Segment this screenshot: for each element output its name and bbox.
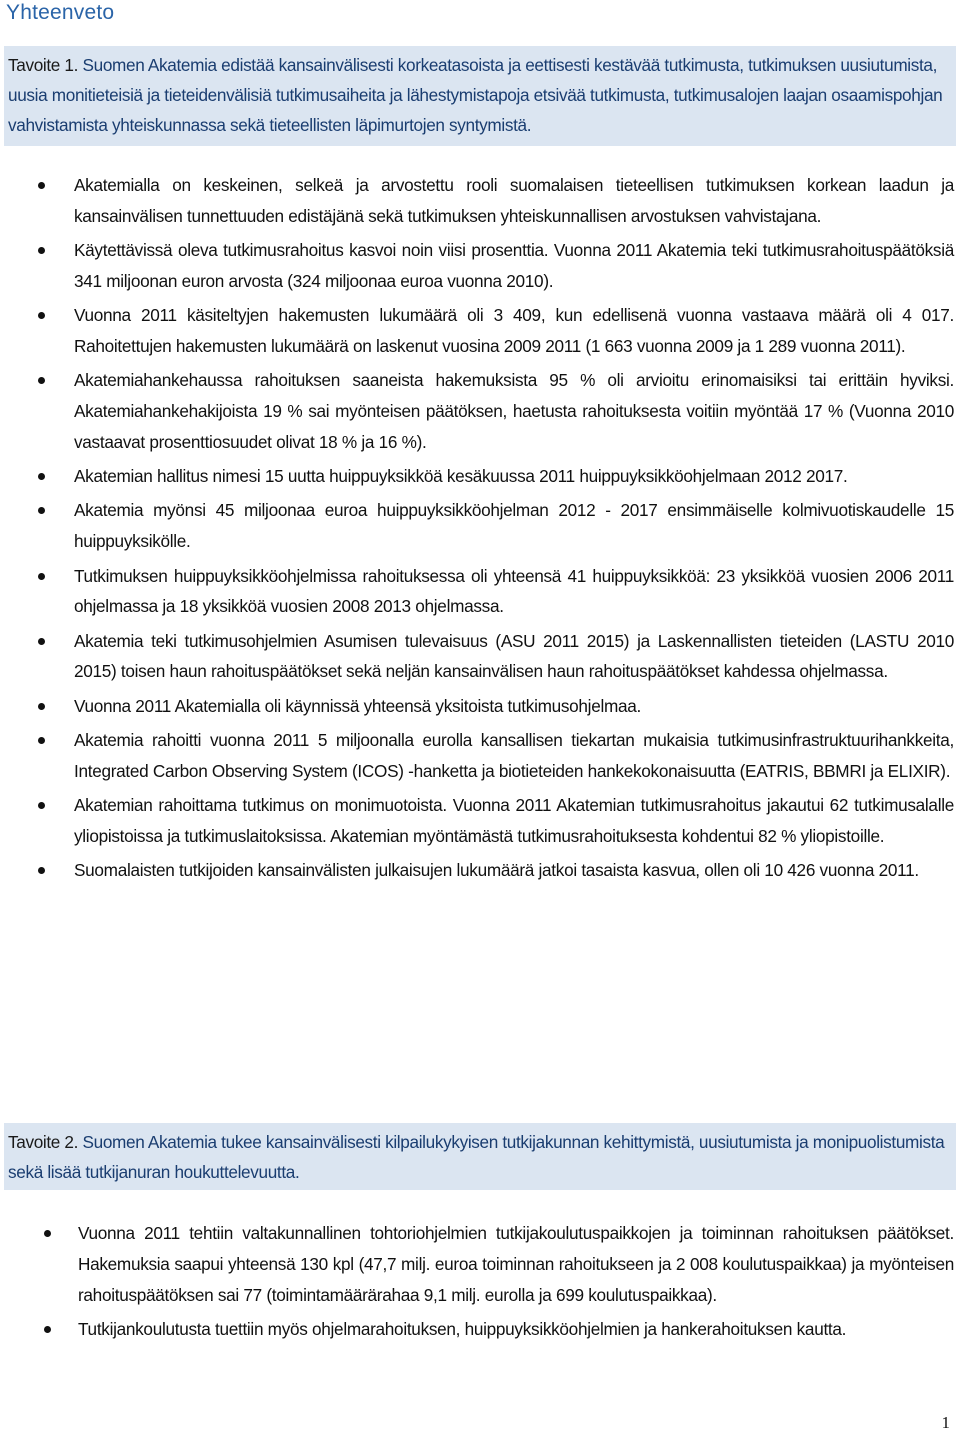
bullet-icon: [38, 507, 45, 514]
list-item: [6, 170, 954, 232]
list-item: [6, 1218, 954, 1310]
bullet-icon: [38, 638, 45, 645]
list-item: [6, 365, 954, 457]
goal-2-box: [4, 1123, 956, 1190]
bullet-icon: [38, 703, 45, 710]
bullet-icon: [38, 182, 45, 189]
bullet-icon: [38, 312, 45, 319]
list-item-text: Akatemialla on keskeinen, selkeä ja arvostettu rooli suomalaisen tieteellisen tutkimuksen korkean laadun ja kansainvälisen tunnettuuden edistäjänä sekä tutkimuksen yhteiskunnallisen arvostuksen vahvistajana.: [74, 175, 954, 226]
list-item-text: Akatemiahankehaussa rahoituksen saaneista hakemuksista 95 % oli arvioitu erinomaisiksi tai erittäin hyviksi. Akatemiahankehakijoista 19 % sai myönteisen päätöksen, haetusta rahoituksesta voitiin myöntää 17 % (Vuonna 2010 vastaavat prosenttiosuudet olivat 18 % ja 16 %).: [74, 370, 954, 452]
list-item: [6, 790, 954, 852]
goal-1-text: Suomen Akatemia edistää kansainvälisesti korkeatasoista ja eettisesti kestävää tutkimusta, tutkimuksen uusiutumista, uusia monitieteisiä ja tieteidenvälisiä tutkimusaiheita ja lähestymistapoja etsivää tutkimusta, tutkimusalojen laajan osaamispohjan vahvistamista yhteiskunnassa sekä tieteellisten läpimurtojen syntymistä.: [8, 55, 943, 135]
list-item: [6, 691, 954, 722]
goal-1-label: Tavoite 1.: [8, 55, 79, 75]
list-item: [6, 725, 954, 787]
goal-2-label: Tavoite 2.: [8, 1132, 79, 1152]
list-item-text: Vuonna 2011 käsiteltyjen hakemusten lukumäärä oli 3 409, kun edellisenä vuonna vastaava määrä oli 4 017. Rahoitettujen hakemusten lukumäärä on laskenut vuosina 2009 2011 (1 663 vuonna 2009 ja 1 289 vuonna 2011).: [74, 305, 954, 356]
list-item-text: Vuonna 2011 Akatemialla oli käynnissä yhteensä yksitoista tutkimusohjelmaa.: [74, 695, 641, 716]
bullet-icon: [38, 247, 45, 254]
bullet-icon: [38, 802, 45, 809]
bullet-icon: [44, 1326, 51, 1333]
list-item: [6, 461, 954, 492]
bullet-icon: [44, 1230, 51, 1237]
list-item: [6, 495, 954, 557]
page-number: 1: [941, 1413, 950, 1432]
list-item-text: Tutkijankoulutusta tuettiin myös ohjelmarahoituksen, huippuyksikköohjelmien ja hankerahoituksen kautta.: [78, 1318, 847, 1339]
list-item: [6, 561, 954, 623]
goal-1-bullet-list: [6, 170, 954, 890]
list-item: [6, 855, 954, 886]
list-item-text: Suomalaisten tutkijoiden kansainvälisten julkaisujen lukumäärä jatkoi tasaista kasvua, ollen oli 10 426 vuonna 2011.: [74, 860, 919, 881]
goal-1-box: [4, 46, 956, 146]
list-item-text: Käytettävissä oleva tutkimusrahoitus kasvoi noin viisi prosenttia. Vuonna 2011 Akatemia teki tutkimusrahoituspäätöksiä 341 miljoonan euron arvosta (324 miljoonaa euroa vuonna 2010).: [74, 240, 954, 291]
list-item: [6, 235, 954, 297]
bullet-icon: [38, 867, 45, 874]
list-item: [6, 1314, 954, 1345]
list-item-text: Vuonna 2011 tehtiin valtakunnallinen tohtoriohjelmien tutkijakoulutuspaikkojen ja toiminnan rahoituksen päätökset. Hakemuksia saapui yhteensä 130 kpl (47,7 milj. euroa toiminnan rahoitukseen ja 2 008 koulutuspaikkaa) ja myönteisen rahoituspäätöksen sai 77 (toimintamäärärahaa 9,1 milj. eurolla ja 699 koulutuspaikkaa).: [78, 1223, 954, 1305]
bullet-icon: [38, 377, 45, 384]
page-title: Yhteenveto: [6, 1, 115, 24]
goal-2-bullet-list: [6, 1218, 954, 1348]
list-item-text: Tutkimuksen huippuyksikköohjelmissa rahoituksessa oli yhteensä 41 huippuyksikköä: 23 yksikköä vuosien 2006 2011 ohjelmassa ja 18 yksikköä vuosien 2008 2013 ohjelmassa.: [74, 565, 954, 617]
list-item-text: Akatemia rahoitti vuonna 2011 5 miljoonalla eurolla kansallisen tiekartan mukaisia tutkimusinfrastruktuurihankkeita, Integrated Carbon Observing System (ICOS) -hanketta ja biotieteiden hankekokonaisuutta (EATRIS, BBMRI ja ELIXIR).: [74, 730, 954, 781]
bullet-icon: [38, 573, 45, 580]
list-item: [6, 300, 954, 362]
list-item-text: Akatemian hallitus nimesi 15 uutta huippuyksikköä kesäkuussa 2011 huippuyksikköohjelmaan 2012 2017.: [74, 466, 848, 487]
goal-2-text: Suomen Akatemia tukee kansainvälisesti kilpailukykyisen tutkijakunnan kehittymistä, uusiutumista ja monipuolistumista sekä lisää tutkijanuran houkuttelevuutta.: [8, 1132, 945, 1182]
bullet-icon: [38, 737, 45, 744]
bullet-icon: [38, 473, 45, 480]
list-item: [6, 626, 954, 688]
list-item-text: Akatemian rahoittama tutkimus on monimuotoista. Vuonna 2011 Akatemian tutkimusrahoitus jakautui 62 tutkimusalalle yliopistoissa ja tutkimuslaitoksissa. Akatemian myöntämästä tutkimusrahoituksesta kohdentui 82 % yliopistoille.: [74, 795, 954, 846]
list-item-text: Akatemia myönsi 45 miljoonaa euroa huippuyksikköohjelman 2012 - 2017 ensimmäiselle kolmivuotiskaudelle 15 huippuyksikölle.: [74, 500, 954, 552]
list-item-text: Akatemia teki tutkimusohjelmien Asumisen tulevaisuus (ASU 2011 2015) ja Laskennallisten tieteiden (LASTU 2010 2015) toisen haun rahoituspäätökset sekä neljän kansainvälisen haun rahoituspäätökset kahdessa ohjelmassa.: [74, 630, 954, 682]
